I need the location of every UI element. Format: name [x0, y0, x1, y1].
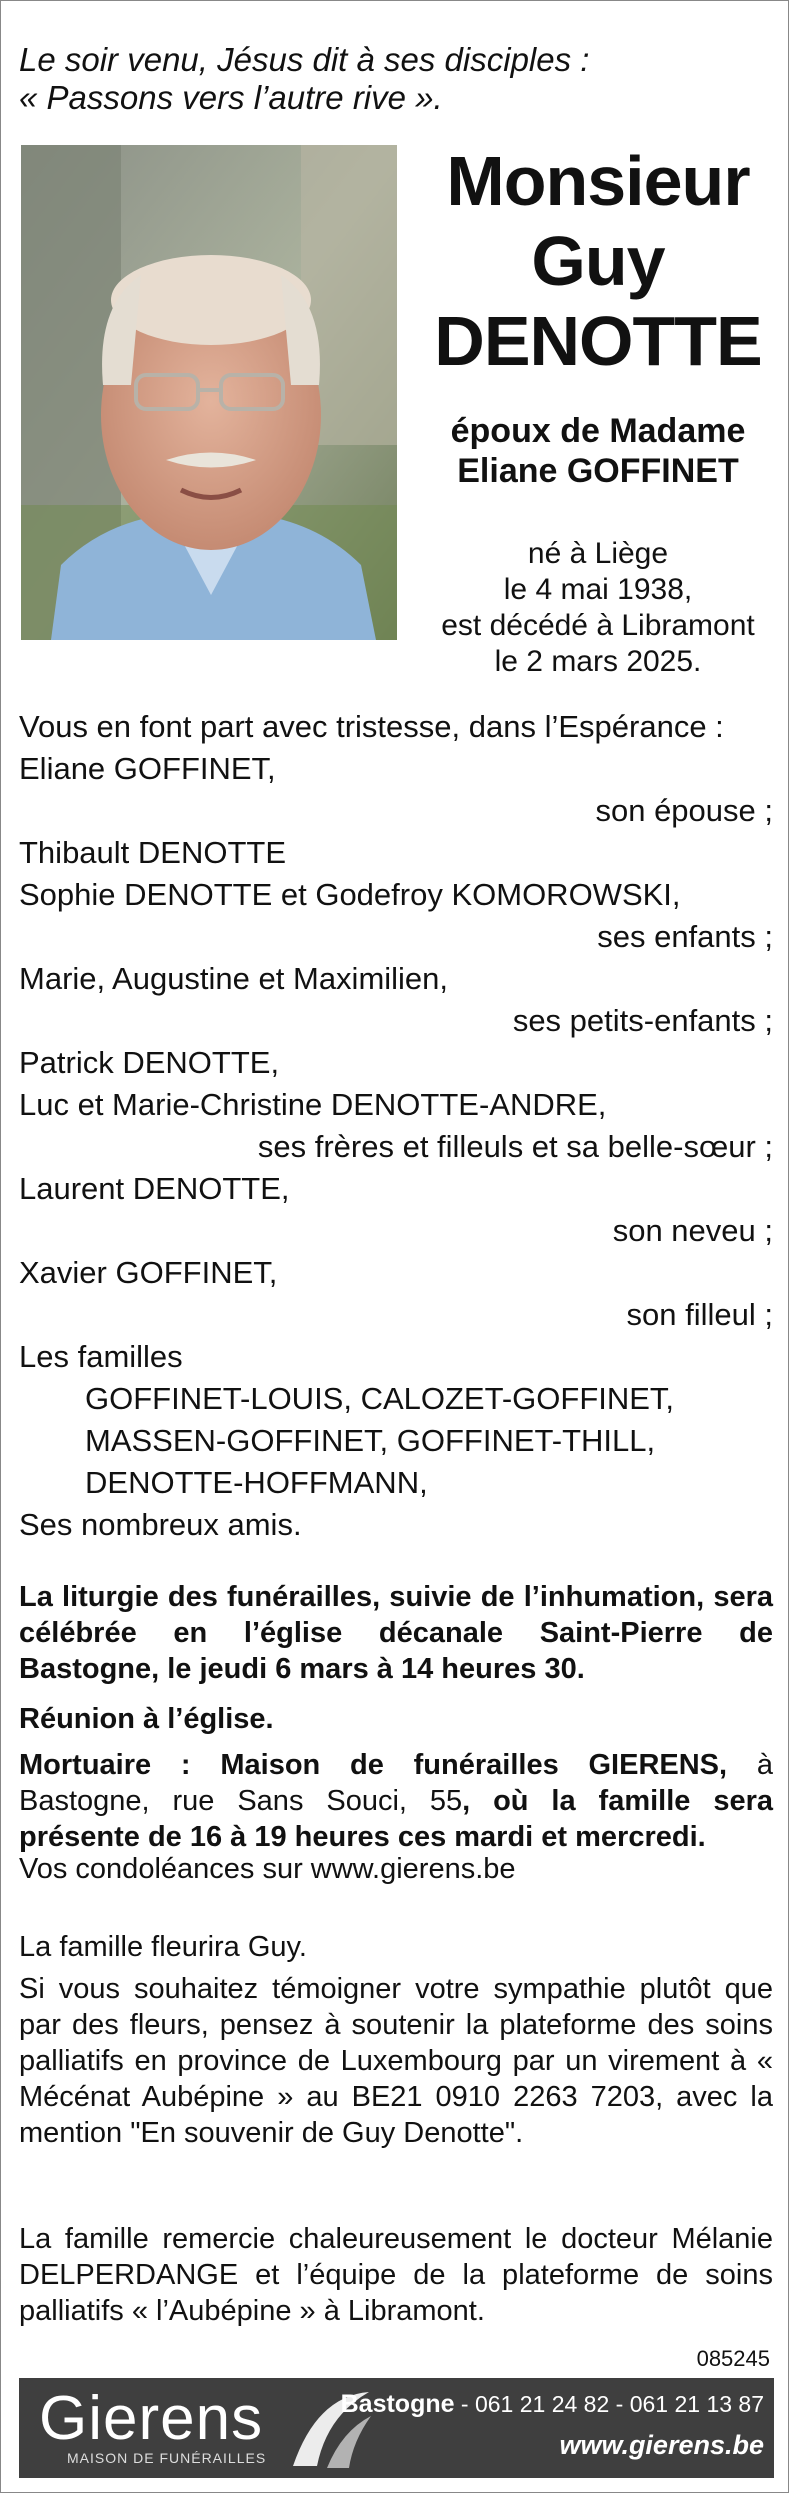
quote-line-2: « Passons vers l’autre rive ».	[19, 79, 443, 116]
sympathy-paragraph: Si vous souhaitez témoigner votre sympathie plutôt que par des fleurs, pensez à soutenir la plateforme des soins palliatifs en province de Luxembourg par un virement à « Mécénat Aubépine » au BE21 0910 2263 7203, avec la mention "En souvenir de Guy Denotte".	[19, 1973, 773, 2149]
birth-line-1: né à Liège	[527, 537, 669, 570]
family-entry: Thibault DENOTTE	[19, 835, 287, 870]
flowers-paragraph: La famille fleurira Guy.	[19, 1931, 307, 1963]
mortuary-part-3: , où la famille sera présente de 16 à 19 heures ces mardi et mercredi.	[19, 1785, 773, 1853]
condolences-paragraph: Vos condoléances sur www.gierens.be	[19, 1853, 516, 1885]
family-entry: Luc et Marie-Christine DENOTTE-ANDRE,	[19, 1087, 607, 1122]
meeting-paragraph: Réunion à l’église.	[19, 1703, 274, 1735]
family-entry: Patrick DENOTTE,	[19, 1045, 280, 1080]
birth-line-3: est décédé à Libramont	[441, 609, 755, 642]
mortuary-part-2: à Bastogne, rue Sans Souci, 55	[19, 1749, 773, 1817]
birth-line-4: le 2 mars 2025.	[494, 645, 702, 678]
family-entry: GOFFINET-LOUIS, CALOZET-GOFFINET,	[85, 1381, 675, 1416]
family-entry: ses frères et filleuls et sa belle-sœur ;	[257, 1129, 773, 1164]
family-entry: Xavier GOFFINET,	[19, 1255, 278, 1290]
gierens-logo: Gierens	[39, 2384, 264, 2453]
birth-death-info	[413, 536, 783, 680]
website-link[interactable]: www.gierens.be	[559, 2430, 764, 2460]
family-entry: MASSEN-GOFFINET, GOFFINET-THILL,	[85, 1423, 656, 1458]
mortuary-paragraph	[19, 1747, 773, 1855]
thanks-paragraph: La famille remercie chaleureusement le docteur Mélanie DELPERDANGE et l’équipe de la plateforme de soins palliatifs « l’Aubépine » à Libramont.	[19, 2223, 773, 2327]
spouse-line-1: époux de Madame	[450, 412, 746, 450]
family-entry: DENOTTE-HOFFMANN,	[85, 1465, 428, 1500]
phone-numbers: - 061 21 24 82 - 061 21 13 87	[454, 2391, 764, 2417]
family-entry: Marie, Augustine et Maximilien,	[19, 961, 449, 996]
liturgy-paragraph: La liturgie des funérailles, suivie de l’inhumation, sera célébrée en l’église décanale Saint-Pierre de Bastogne, le jeudi 6 mars à 14 heures 30.	[19, 1581, 773, 1685]
family-list	[19, 748, 773, 1546]
family-entry: Les familles	[19, 1339, 183, 1374]
name-last: DENOTTE	[434, 302, 762, 380]
family-entry: ses petits-enfants ;	[512, 1003, 773, 1038]
logo-subtitle: MAISON DE FUNÉRAILLES	[67, 2450, 267, 2466]
family-announcement	[19, 706, 773, 1546]
portrait-photo	[21, 145, 397, 640]
family-entry: son épouse ;	[595, 793, 773, 828]
intro-line: Vous en font part avec tristesse, dans l’Espérance :	[19, 709, 724, 744]
name-first: Guy	[531, 222, 665, 300]
spouse-info	[413, 411, 783, 491]
name-title: Monsieur	[446, 142, 750, 220]
funeral-home-banner	[19, 2378, 774, 2478]
contact-line	[341, 2390, 764, 2419]
birth-line-2: le 4 mai 1938,	[503, 573, 693, 606]
deceased-name	[413, 141, 783, 381]
spouse-line-2: Eliane GOFFINET	[457, 452, 739, 490]
family-entry: ses enfants ;	[597, 919, 773, 954]
quote-line-1: Le soir venu, Jésus dit à ses disciples :	[19, 41, 590, 78]
mortuary-part-1: Mortuaire : Maison de funérailles GIERENS,	[19, 1749, 728, 1781]
scripture-quote	[19, 41, 719, 117]
family-entry: Ses nombreux amis.	[19, 1507, 302, 1542]
family-entry: Sophie DENOTTE et Godefroy KOMOROWSKI,	[19, 877, 681, 912]
family-entry: Eliane GOFFINET,	[19, 751, 276, 786]
family-entry: son neveu ;	[612, 1213, 773, 1248]
city-label: Bastogne	[340, 2390, 455, 2418]
reference-number: 085245	[696, 2346, 770, 2371]
family-entry: son filleul ;	[626, 1297, 773, 1332]
family-entry: Laurent DENOTTE,	[19, 1171, 290, 1206]
